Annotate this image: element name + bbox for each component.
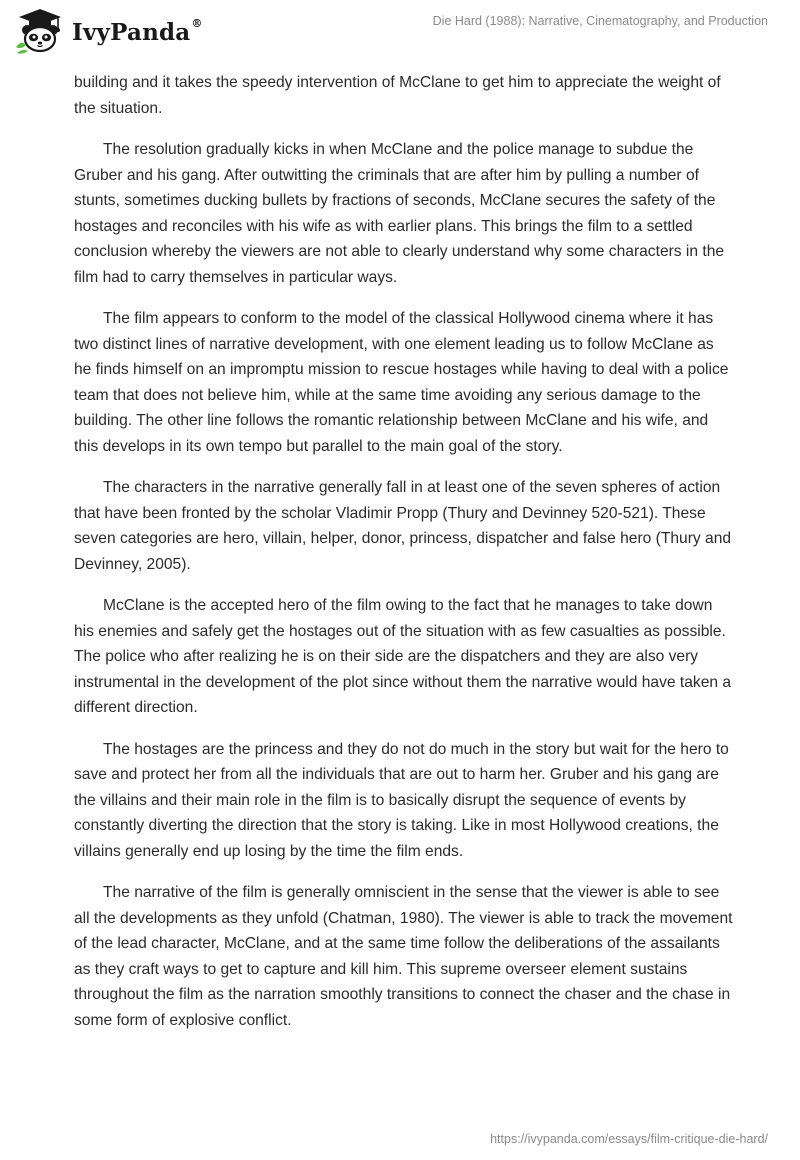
source-url-link[interactable]: https://ivypanda.com/essays/film-critique-die-hard/ xyxy=(490,1132,768,1146)
paragraph: The narrative of the film is generally omniscient in the sense that the viewer is able to see all the developments as they unfold (Chatman, 1980). The viewer is able to track the movement of the lead character, McClane, and at the same time follow the deliberations of the assailants as they craft ways to get to capture and kill him. This supreme overseer element sustains throughout the film as the narration smoothly transitions to connect the chaser and the chase in some form of explosive conflict. xyxy=(74,884,733,1029)
essay-body xyxy=(74,70,734,1049)
brand-name-text: IvyPanda xyxy=(72,18,191,46)
paragraph: The hostages are the princess and they do not do much in the story but wait for the hero to save and protect her from all the individuals that are out to harm her. Gruber and his gang are the villains and their main role in the film is to basically disrupt the sequence of events by constantly diverting the direction that the story is taking. Like in most Hollywood creations, the villains generally end up losing by the time the film ends. xyxy=(74,740,729,860)
document-title: Die Hard (1988): Narrative, Cinematography, and Production xyxy=(432,14,768,28)
page-header xyxy=(0,0,800,62)
paragraph: The film appears to conform to the model of the classical Hollywood cinema where it has two distinct lines of narrative development, with one element leading us to follow McClane as he finds himself on an impromptu mission to rescue hostages while having to deal with a police team that does not believe him, while at the same time avoiding any serious damage to the building. The other line follows the romantic relationship between McClane and his wife, and this develops in its own tempo but parallel to the main goal of the story. xyxy=(74,310,729,455)
brand-name xyxy=(72,16,203,46)
panda-graduate-icon xyxy=(14,8,66,54)
paragraph: McClane is the accepted hero of the film owing to the fact that he manages to take down his enemies and safely get the hostages out of the situation with as few casualties as possible. The police who after realizing he is on their side are the dispatchers and they are also very instrumental in the development of the plot since without them the narrative would have taken a different direction. xyxy=(74,597,732,716)
ivypanda-logo[interactable] xyxy=(14,8,203,54)
paragraph: The characters in the narrative generally fall in at least one of the seven spheres of action that have been fronted by the scholar Vladimir Propp (Thury and Devinney 520-521). These seven categories are hero, villain, helper, donor, princess, dispatcher and false hero (Thury and Devinney, 2005). xyxy=(74,479,732,573)
paragraph: building and it takes the speedy intervention of McClane to get him to appreciate the weight of the situation. xyxy=(74,74,721,117)
paragraph: The resolution gradually kicks in when McClane and the police manage to subdue the Gruber and his gang. After outwitting the criminals that are after him by pulling a number of stunts, sometimes ducking bullets by fractions of seconds, McClane secures the safety of the hostages and reconciles with his wife as with earlier plans. This brings the film to a settled conclusion whereby the viewers are not able to clearly understand why some characters in the film had to carry themselves in particular ways. xyxy=(74,141,725,286)
registered-mark: ® xyxy=(191,16,203,30)
